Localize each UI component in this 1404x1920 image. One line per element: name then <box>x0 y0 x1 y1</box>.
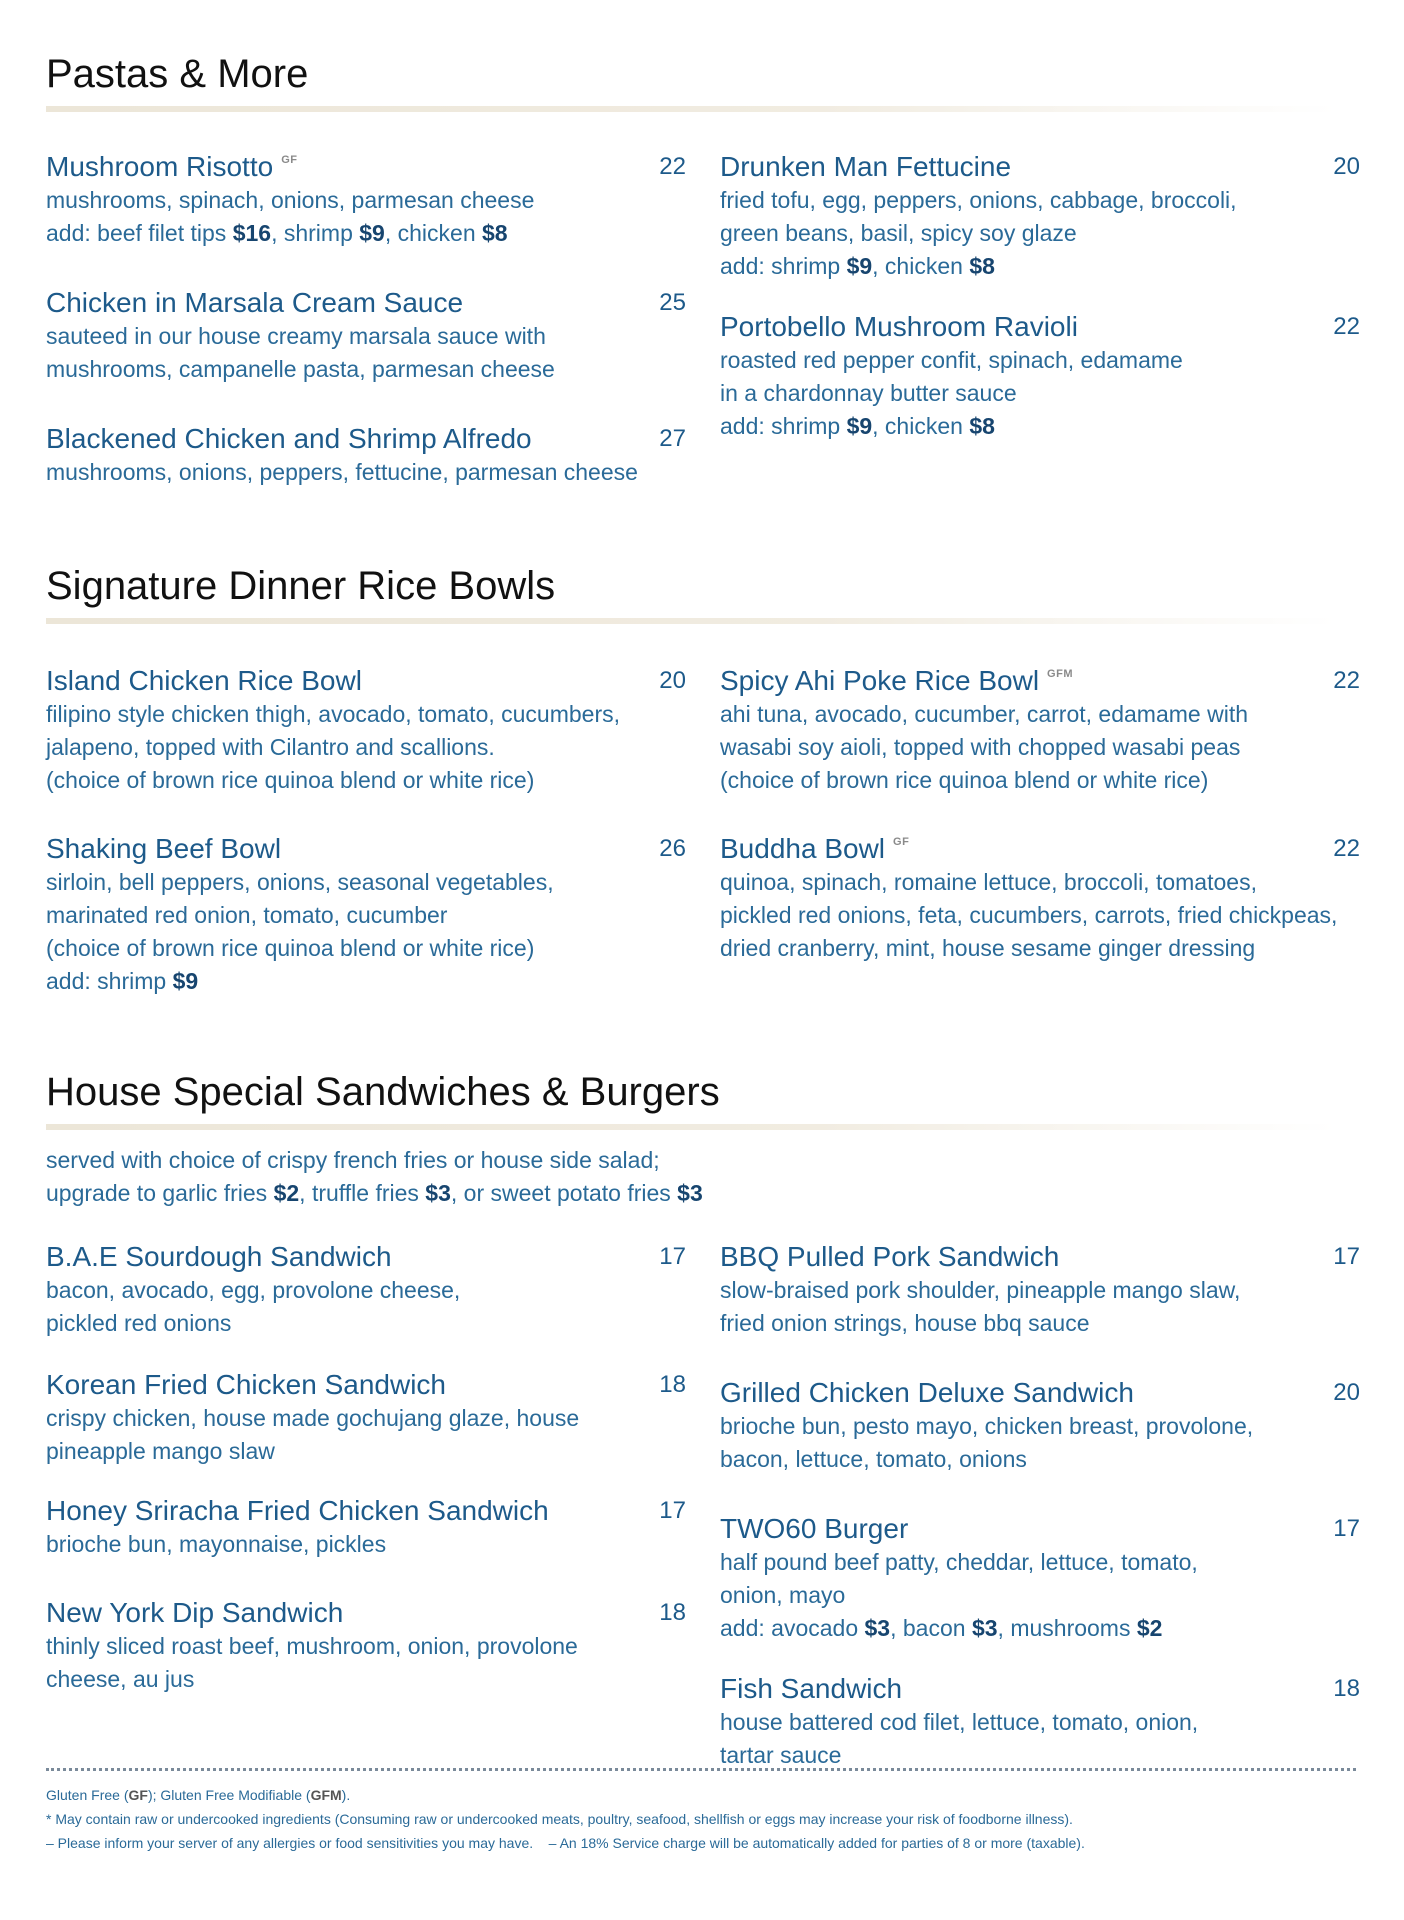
item-description: mushrooms, onions, peppers, fettucine, parmesan cheese <box>46 459 638 485</box>
item-name: BBQ Pulled Pork Sandwich <box>720 1241 1060 1272</box>
menu-item-fish-sandwich <box>720 1672 1360 1772</box>
item-name: New York Dip Sandwich <box>46 1597 344 1628</box>
item-name: TWO60 Burger <box>720 1513 909 1544</box>
menu-item-grilled-chicken-deluxe <box>720 1376 1360 1476</box>
item-price: 17 <box>659 1243 686 1270</box>
item-price: 17 <box>659 1497 686 1524</box>
item-price: 27 <box>659 425 686 452</box>
item-name: Mushroom Risotto <box>46 151 274 182</box>
section-divider-bowls <box>46 618 1336 624</box>
item-price: 22 <box>1333 667 1360 694</box>
item-price: 18 <box>659 1599 686 1626</box>
item-description: thinly sliced roast beef, mushroom, onion, provolone cheese, au jus <box>46 1633 578 1692</box>
item-name: Korean Fried Chicken Sandwich <box>46 1369 446 1400</box>
item-price: 17 <box>1333 1243 1360 1270</box>
item-price: 20 <box>1333 153 1360 180</box>
item-name: Fish Sandwich <box>720 1673 903 1704</box>
menu-item-mushroom-risotto <box>46 150 686 250</box>
item-price: 20 <box>659 667 686 694</box>
menu-item-spicy-ahi-poke-bowl <box>720 664 1360 797</box>
item-add-ons: add: avocado $3, bacon $3, mushrooms $2 <box>720 1615 1163 1641</box>
item-name: Shaking Beef Bowl <box>46 833 282 864</box>
item-price: 17 <box>1333 1515 1360 1542</box>
gf-tag: GF <box>281 154 298 166</box>
item-add-ons: add: shrimp $9, chicken $8 <box>720 413 995 439</box>
footer-divider <box>46 1768 1356 1771</box>
item-price: 25 <box>659 289 686 316</box>
item-name: Portobello Mushroom Ravioli <box>720 311 1078 342</box>
item-description: sirloin, bell peppers, onions, seasonal vegetables, marinated red onion, tomato, cucumber (choice of brown rice quinoa blend or white rice) <box>46 869 554 961</box>
section-divider-sandwiches <box>46 1124 1336 1130</box>
gfm-tag: GFM <box>1047 668 1073 680</box>
item-price: 22 <box>659 153 686 180</box>
item-description: brioche bun, pesto mayo, chicken breast, provolone, bacon, lettuce, tomato, onions <box>720 1413 1254 1472</box>
item-add-ons: add: shrimp $9, chicken $8 <box>720 253 995 279</box>
item-description: bacon, avocado, egg, provolone cheese, pickled red onions <box>46 1277 461 1336</box>
item-name: Buddha Bowl <box>720 833 886 864</box>
item-description: sauteed in our house creamy marsala sauce with mushrooms, campanelle pasta, parmesan cheese <box>46 323 555 382</box>
item-price: 22 <box>1333 313 1360 340</box>
item-description: roasted red pepper confit, spinach, edamame in a chardonnay butter sauce <box>720 347 1183 406</box>
item-price: 20 <box>1333 1379 1360 1406</box>
gf-tag: GF <box>893 836 910 848</box>
section-title-bowls: Signature Dinner Rice Bowls <box>46 564 556 608</box>
item-name: B.A.E Sourdough Sandwich <box>46 1241 392 1272</box>
item-price: 22 <box>1333 835 1360 862</box>
item-description: mushrooms, spinach, onions, parmesan cheese <box>46 187 535 213</box>
item-description: half pound beef patty, cheddar, lettuce, tomato, onion, mayo <box>720 1549 1198 1608</box>
footer-allergy-service-note: – Please inform your server of any allergies or food sensitivities you may have. – An 18% Service charge will be automatically added for parties of 8 or more (taxable). <box>46 1835 1085 1851</box>
item-name: Chicken in Marsala Cream Sauce <box>46 287 464 318</box>
section-title-sandwiches: House Special Sandwiches & Burgers <box>46 1070 720 1114</box>
menu-item-korean-fried-chicken <box>46 1368 686 1468</box>
item-name: Honey Sriracha Fried Chicken Sandwich <box>46 1495 549 1526</box>
item-name: Spicy Ahi Poke Rice Bowl <box>720 665 1040 696</box>
section-divider-pastas <box>46 106 1336 112</box>
sides-note-line1: served with choice of crispy french fries or house side salad; <box>46 1147 660 1173</box>
menu-item-island-chicken-bowl <box>46 664 686 797</box>
item-description: fried tofu, egg, peppers, onions, cabbage, broccoli, green beans, basil, spicy soy glaze <box>720 187 1237 246</box>
menu-item-chicken-marsala <box>46 286 686 386</box>
item-name: Island Chicken Rice Bowl <box>46 665 362 696</box>
item-description: brioche bun, mayonnaise, pickles <box>46 1531 387 1557</box>
menu-item-bbq-pulled-pork <box>720 1240 1360 1340</box>
item-description: crispy chicken, house made gochujang glaze, house pineapple mango slaw <box>46 1405 580 1464</box>
menu-item-buddha-bowl <box>720 832 1360 965</box>
item-price: 18 <box>1333 1675 1360 1702</box>
menu-item-drunken-man-fettucine <box>720 150 1360 283</box>
menu-item-honey-sriracha <box>46 1494 686 1561</box>
item-description: filipino style chicken thigh, avocado, tomato, cucumbers, jalapeno, topped with Cilantro and scallions. (choice of brown rice quinoa blend or white rice) <box>46 701 621 793</box>
item-add-ons: add: shrimp $9 <box>46 968 199 994</box>
menu-item-shaking-beef-bowl <box>46 832 686 998</box>
menu-item-new-york-dip <box>46 1596 686 1696</box>
menu-item-bae-sourdough <box>46 1240 686 1340</box>
item-description: quinoa, spinach, romaine lettuce, broccoli, tomatoes, pickled red onions, feta, cucumbers, carrots, fried chickpeas, dried cranberry, mint, house sesame ginger dressing <box>720 869 1338 961</box>
item-description: ahi tuna, avocado, cucumber, carrot, edamame with wasabi soy aioli, topped with chopped wasabi peas (choice of brown rice quinoa blend or white rice) <box>720 701 1249 793</box>
item-name: Drunken Man Fettucine <box>720 151 1012 182</box>
item-price: 26 <box>659 835 686 862</box>
menu-item-blackened-alfredo <box>46 422 686 489</box>
item-name: Grilled Chicken Deluxe Sandwich <box>720 1377 1134 1408</box>
item-description: house battered cod filet, lettuce, tomato, onion, tartar sauce <box>720 1709 1199 1768</box>
item-add-ons: add: beef filet tips $16, shrimp $9, chicken $8 <box>46 220 508 246</box>
menu-item-portobello-ravioli <box>720 310 1360 443</box>
footer-raw-warning: * May contain raw or undercooked ingredients (Consuming raw or undercooked meats, poultry, seafood, shellfish or eggs may increase your risk of foodborne illness). <box>46 1811 1073 1827</box>
item-description: slow-braised pork shoulder, pineapple mango slaw, fried onion strings, house bbq sauce <box>720 1277 1241 1336</box>
item-price: 18 <box>659 1371 686 1398</box>
menu-item-two60-burger <box>720 1512 1360 1645</box>
item-name: Blackened Chicken and Shrimp Alfredo <box>46 423 532 454</box>
section-title-pastas: Pastas & More <box>46 52 309 96</box>
footer-gluten-legend: Gluten Free (GF); Gluten Free Modifiable (GFM). <box>46 1787 351 1803</box>
sides-note-line2: upgrade to garlic fries $2, truffle fries $3, or sweet potato fries $3 <box>46 1180 703 1206</box>
